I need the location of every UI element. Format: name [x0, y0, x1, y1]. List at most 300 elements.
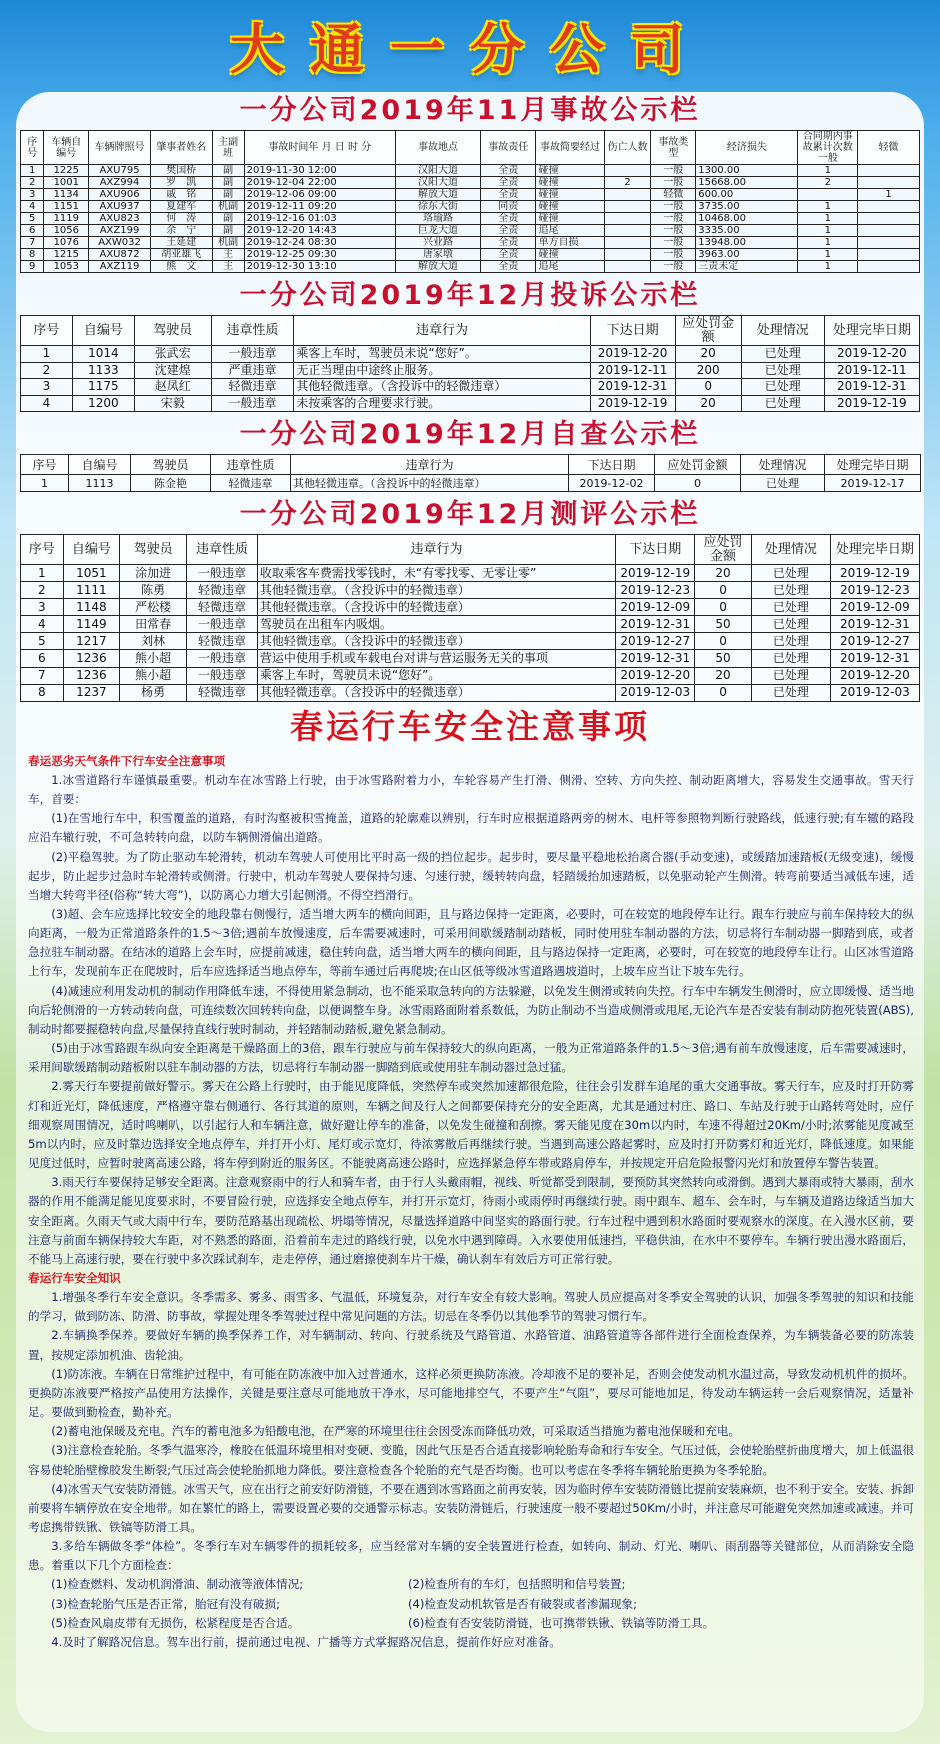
table-cell: [604, 201, 651, 213]
table-cell: 2019-12-20: [824, 346, 919, 363]
table-cell: 副: [212, 189, 244, 201]
table-cell: 何 涛: [150, 213, 212, 225]
table-cell: 副: [212, 213, 244, 225]
complaint-table: [20, 315, 920, 412]
column-header: 自编号: [63, 535, 120, 565]
column-header: 下达日期: [590, 316, 675, 346]
table-cell: 1: [798, 225, 858, 237]
table-cell: 2: [21, 362, 73, 379]
paragraph: (4)减速应利用发动机的制动作用降低车速，不得使用紧急制动，也不能采取急转向的方法躲避，以免发生侧滑或转向失控。行车中车辆发生侧滑时，应立即缓慢、适当地向后轮侧滑的一方转动转向盘，可连续数次回转转向盘，以便调整车身。冰雪雨路面附着系数低，为防止制动不当造成侧滑或甩尾,无论汽车是否安装有制动防抱死装置(ABS),制动时都要握稳转向盘,尽量保持直线行驶时制动，并轻踏制动踏板,避免紧急制动。: [28, 983, 914, 1036]
table-cell: 已处理: [751, 599, 830, 616]
column-header: 处理完毕日期: [825, 455, 921, 475]
table-cell: 1215: [44, 249, 89, 261]
table-cell: AXW032: [89, 237, 151, 249]
column-header: 序号: [21, 131, 44, 165]
table-header: [21, 316, 920, 346]
table-cell: 0: [695, 582, 752, 599]
table-cell: 已处理: [751, 633, 830, 650]
column-header: 处理情况: [741, 316, 824, 346]
table-cell: [604, 249, 651, 261]
table-cell: 1111: [63, 582, 120, 599]
table-row: [21, 165, 920, 177]
table-cell: 3963.00: [696, 249, 798, 261]
column-header: 应处罚金额: [675, 316, 741, 346]
table-cell: 解放大道: [395, 261, 480, 273]
table-cell: 2: [21, 582, 64, 599]
table-cell: 3: [21, 379, 73, 396]
table-cell: 一般: [651, 249, 696, 261]
table-cell: 2019-12-06 09:00: [244, 189, 395, 201]
table-cell: 8: [21, 684, 64, 701]
table-cell: 1236: [63, 650, 120, 667]
selfcheck-table: [20, 454, 921, 492]
table-cell: 2019-12-23: [616, 582, 695, 599]
table-cell: 珞瑜路: [395, 213, 480, 225]
paragraph: (3)注意检查轮胎。冬季气温寒冷，橡胶在低温环境里相对变硬、变脆，因此气压是否合适直接影响轮胎寿命和行车安全。气压过低，会使轮胎壁折曲度增大，加上低温很容易使轮胎壁橡胶发生断裂;气压过高会使轮胎抓地力降低。要注意检查各个轮胎的充气是否均衡。也可以考虑在冬季将车辆轮胎更换为冬季轮胎。: [28, 1443, 914, 1477]
table-cell: AXU906: [89, 189, 151, 201]
table-cell: 2019-12-31: [830, 650, 919, 667]
table-cell: 其他轻微违章。（含投诉中的轻微违章）: [257, 633, 615, 650]
table-cell: 余 宁: [150, 225, 212, 237]
table-cell: 7: [21, 667, 64, 684]
table-cell: 追尾: [536, 225, 604, 237]
column-header: 应处罚金额: [695, 535, 752, 565]
table-cell: [798, 189, 858, 201]
table-cell: 2019-12-23: [830, 582, 919, 599]
table-cell: 主: [212, 261, 244, 273]
table-cell: 15668.00: [696, 177, 798, 189]
table-cell: 1113: [69, 475, 131, 492]
table-cell: 9: [21, 261, 44, 273]
table-cell: 1: [798, 249, 858, 261]
table-cell: 全责: [481, 249, 536, 261]
table-cell: AXU795: [89, 165, 151, 177]
table-cell: 1: [21, 475, 69, 492]
table-cell: 20: [695, 565, 752, 582]
table-cell: 全责: [481, 237, 536, 249]
table-cell: [604, 225, 651, 237]
column-header: 合同期内事故累计次数 一般: [798, 131, 858, 165]
column-header: 伤亡人数: [604, 131, 651, 165]
table-cell: 涂加进: [120, 565, 187, 582]
table-cell: 1: [798, 201, 858, 213]
table-cell: 2019-12-31: [616, 616, 695, 633]
table-cell: 杨勇: [120, 684, 187, 701]
column-header: 违章性质: [211, 455, 291, 475]
table-cell: 三责未定: [696, 261, 798, 273]
paragraph: (1)防冻液。车辆在日常维护过程中，有可能在防冻液中加入过普通水，这样必须更换防冻液。冷却液不足的要补足，否则会使发动机水温过高，导致发动机机件的损坏。更换防冻液要严格按产品使用方法操作，关键是要注意尽可能地放干净水，尽可能地排空气，不要产生“气阻”，要尽可能地加足，待发动车辆运转一会后观察情况，适量补足。要做到勤检查，勤补充。: [28, 1366, 914, 1420]
table-row: [21, 599, 920, 616]
table-cell: 0: [695, 599, 752, 616]
table-row: [21, 616, 920, 633]
table-cell: 张武宏: [134, 346, 211, 363]
table-cell: 2019-12-03: [616, 684, 695, 701]
table-row: [21, 475, 921, 492]
table-cell: [858, 177, 920, 189]
table-cell: 主: [212, 249, 244, 261]
content: [20, 8, 920, 1652]
table-cell: 轻微违章: [211, 379, 294, 396]
table-cell: 1149: [63, 616, 120, 633]
table-row: [21, 362, 920, 379]
table-cell: 已处理: [741, 379, 824, 396]
table-cell: 2: [21, 177, 44, 189]
table-cell: 全责: [481, 213, 536, 225]
bulletin-board: [8, 8, 932, 1736]
column-header: 肇事者姓名: [150, 131, 212, 165]
table-cell: 2019-12-25 09:30: [244, 249, 395, 261]
table-cell: 1: [21, 565, 64, 582]
column-header: 事故类型: [651, 131, 696, 165]
table-cell: 50: [695, 650, 752, 667]
table-cell: 1051: [63, 565, 120, 582]
table-cell: 汉阳大道: [395, 177, 480, 189]
main-title: 大通一分公司: [230, 18, 710, 81]
table-cell: 200: [675, 362, 741, 379]
table-cell: 2019-12-19: [590, 395, 675, 412]
table-cell: [858, 165, 920, 177]
paragraph: (5)由于冰雪路跟车纵向安全距离是干燥路面上的3倍，跟车行驶应与前车保持较大的纵向距离，一般为正常道路条件的1.5～3倍;遇有前车放慢速度，后车需要减速时，采用间歇缓踏制动踏板附以驻车制动器的方法，切忌将行车制动器一脚踏到底或使用驻车制动器过急过猛。: [28, 1041, 914, 1075]
table-cell: [858, 225, 920, 237]
table-cell: 巨龙大道: [395, 225, 480, 237]
table-cell: 已处理: [751, 667, 830, 684]
table-cell: 轻微违章: [187, 582, 258, 599]
table-cell: 1001: [44, 177, 89, 189]
table-cell: [858, 201, 920, 213]
check-item: (1)检查燃料、发动机润滑油、制动液等液体情况;: [51, 1577, 304, 1592]
table-cell: 机副: [212, 201, 244, 213]
column-header: 下达日期: [616, 535, 695, 565]
table-cell: 2: [798, 177, 858, 189]
table-cell: 2019-12-27: [830, 633, 919, 650]
column-header: 处理完毕日期: [824, 316, 919, 346]
table-cell: 1: [798, 165, 858, 177]
column-header: 违章行为: [257, 535, 615, 565]
paragraph: (2)蓄电池保暖及充电。汽车的蓄电池多为铅酸电池，在严寒的环境里往往会因受冻而降低功效，可采取适当措施为蓄电池保暖和充电。: [51, 1424, 741, 1439]
table-cell: 陈勇: [120, 582, 187, 599]
evaluation-table: [20, 534, 920, 702]
table-cell: 5: [21, 213, 44, 225]
table-cell: 沈建煌: [134, 362, 211, 379]
table-cell: 2019-12-20: [590, 346, 675, 363]
table-cell: 2019-12-31: [830, 616, 919, 633]
table-cell: 2019-12-09: [616, 599, 695, 616]
table-cell: 1148: [63, 599, 120, 616]
table-cell: 2019-12-16 01:03: [244, 213, 395, 225]
column-header: 自编号: [72, 316, 134, 346]
safety-subtitle-1: 春运恶劣天气条件下行车安全注意事项: [28, 753, 226, 768]
column-header: 处理情况: [751, 535, 830, 565]
table-cell: 单方自损: [536, 237, 604, 249]
column-header: 违章行为: [294, 316, 590, 346]
table-cell: 唐家墩: [395, 249, 480, 261]
table-cell: 1056: [44, 225, 89, 237]
table-cell: 一般违章: [187, 565, 258, 582]
table-cell: 20: [675, 346, 741, 363]
table-row: [21, 379, 920, 396]
table-cell: 2: [604, 177, 651, 189]
table-cell: 已处理: [741, 395, 824, 412]
table-cell: 其他轻微违章。（含投诉中的轻微违章）: [257, 684, 615, 701]
table-cell: 罗 凯: [150, 177, 212, 189]
column-header: 经济损失: [696, 131, 798, 165]
paragraph: 1.增强冬季行车安全意识。冬季需多、雾多、雨雪多、气温低，环境复杂，对行车安全有较大影响。驾驶人员应提高对冬季安全驾驶的认识，加强冬季驾驶的知识和技能的学习，做到防冻、防滑、防事故，掌握处理冬季驾驶过程中常见问题的方法。切忌在冬季仍以其他季节的驾驶习惯行车。: [28, 1290, 914, 1324]
table-cell: 13948.00: [696, 237, 798, 249]
table-cell: 全责: [481, 165, 536, 177]
table-cell: 1: [798, 213, 858, 225]
accident-title: 一分公司2019年11月事故公示栏: [239, 95, 701, 126]
complaint-title: 一分公司2019年12月投诉公示栏: [239, 280, 701, 311]
table-cell: 20: [695, 667, 752, 684]
table-header: [21, 535, 920, 565]
last-paragraph: 4.及时了解路况信息。驾车出行前，提前通过电视、广播等方式掌握路况信息，提前作好应对准备。: [51, 1634, 561, 1649]
table-cell: 驾驶员在出租车内吸烟。: [257, 616, 615, 633]
table-cell: 一般违章: [187, 650, 258, 667]
table-cell: 1014: [72, 346, 134, 363]
table-cell: 田常春: [120, 616, 187, 633]
evaluation-title: 一分公司2019年12月测评公示栏: [239, 499, 701, 530]
table-header: [21, 455, 921, 475]
paragraph: (2)平稳驾驶。为了防止驱动车轮滑转，机动车驾驶人可使用比平时高一级的挡位起步。起步时，要尽量平稳地松抬离合器(手动变速)，或缓踏加速踏板(无级变速)，缓慢起步，防止起步过急时车轮滑转或侧滑。行驶中，机动车驾驶人要保持匀速、匀速行驶，缓转转向盘，轻踏缓抬加速踏板，以免驱动轮产生侧滑。转弯前要适当减低车速，适当增大转弯半径(俗称“转大弯”)，以防离心力增大引起侧滑。不得空挡滑行。: [28, 849, 914, 902]
column-header: 主副班: [212, 131, 244, 165]
table-cell: 1225: [44, 165, 89, 177]
table-cell: 3735.00: [696, 201, 798, 213]
table-row: [21, 684, 920, 701]
table-cell: 一般: [651, 225, 696, 237]
paragraph: 3.雨天行车要保持足够安全距离。注意观察雨中的行人和骑车者，由于行人头戴雨帽，视线、听觉都受到限制，要预防其突然转向或滑倒。遇到大暴雨或特大暴雨，刮水器的作用不能满足能见度要求时，不要冒险行驶，应选择安全地点停车，并打开示宽灯，待雨小或雨停时再继续行驶。雨中跟车、超车、会车时，与车辆及道路边缘适当加大安全距离。久雨天气或大雨中行车，要防范路基出现疏松、坍塌等情况，尽量选择道路中间坚实的路面行驶。行车过程中遇到积水路面时要观察水的深度。在入漫水区前，要注意与前面车辆保持较大车距，对不熟悉的路面，沿着前车走过的路线行驶，以免水中遇到障碍。入水要使用低速挡，平稳供油，在水中不要停车。车辆行驶出漫水路面后，不能马上高速行驶，要在行驶中多次踩试刹车，走走停停，通过磨擦使刹车片干燥，确认刹车有效后方可正常行驶。: [28, 1175, 914, 1266]
table-cell: 2019-12-11: [590, 362, 675, 379]
table-cell: 熊小超: [120, 667, 187, 684]
table-cell: 胡亚雄飞: [150, 249, 212, 261]
table-cell: 乘客上车时，驾驶员未说“您好”。: [257, 667, 615, 684]
table-cell: 赵凤红: [134, 379, 211, 396]
table-row: [21, 565, 920, 582]
table-cell: 碰撞: [536, 213, 604, 225]
table-cell: 2019-12-24 08:30: [244, 237, 395, 249]
table-cell: 严重违章: [211, 362, 294, 379]
table-cell: 2019-12-03: [830, 684, 919, 701]
table-cell: 2019-12-19: [824, 395, 919, 412]
table-cell: 1133: [72, 362, 134, 379]
table-cell: 追尾: [536, 261, 604, 273]
table-cell: 副: [212, 165, 244, 177]
check-item: (2)检查所有的车灯，包括照明和信号装置;: [408, 1577, 626, 1592]
table-cell: AXZ119: [89, 261, 151, 273]
table-cell: 碰撞: [536, 249, 604, 261]
check-item: (4)检查发动机软管是否有破裂或者渗漏现象;: [408, 1596, 638, 1611]
table-cell: 宋毅: [134, 395, 211, 412]
table-cell: 徐东大街: [395, 201, 480, 213]
table-cell: 1: [798, 261, 858, 273]
table-cell: 一般: [651, 213, 696, 225]
table-header: [21, 131, 920, 165]
paragraph: 2.车辆换季保养。要做好车辆的换季保养工作，对车辆制动、转向、行驶系统及气路管道、水路管道、油路管道等各部件进行全面检查保养，为车辆装备必要的防冻装置，按规定添加机油、齿轮油。: [28, 1328, 914, 1362]
table-cell: 1134: [44, 189, 89, 201]
table-cell: 2019-12-09: [830, 599, 919, 616]
table-cell: 一般: [651, 165, 696, 177]
table-cell: 已处理: [741, 346, 824, 363]
paragraph: 3.多给车辆做冬季“体检”。冬季行车对车辆零件的损耗较多，应当经常对车辆的安全装置进行检查，如转向、制动、灯光、喇叭、雨刮器等关键部位，从而消除安全隐患。着重以下几个方面检查：: [28, 1539, 914, 1573]
table-cell: 2019-12-02: [569, 475, 655, 492]
table-cell: [604, 237, 651, 249]
table-cell: 2019-12-17: [825, 475, 921, 492]
table-row: [21, 261, 920, 273]
column-header: 处理情况: [741, 455, 825, 475]
table-cell: 2019-12-31: [616, 650, 695, 667]
table-cell: 已处理: [741, 362, 824, 379]
table-cell: 王延建: [150, 237, 212, 249]
table-cell: 熊小超: [120, 650, 187, 667]
table-cell: AXZ994: [89, 177, 151, 189]
table-cell: 0: [695, 633, 752, 650]
column-header: 自编号: [69, 455, 131, 475]
table-cell: 1119: [44, 213, 89, 225]
table-cell: 10468.00: [696, 213, 798, 225]
table-cell: 3: [21, 599, 64, 616]
table-cell: 2019-12-19: [830, 565, 919, 582]
column-header: 违章行为: [291, 455, 569, 475]
table-cell: 熊 文: [150, 261, 212, 273]
column-header: 驾驶员: [134, 316, 211, 346]
table-cell: 1: [21, 165, 44, 177]
table-cell: 6: [21, 225, 44, 237]
table-cell: 一般违章: [187, 616, 258, 633]
check-item: (3)检查轮胎气压是否正常，胎冠有没有破损;: [51, 1596, 281, 1611]
table-cell: 已处理: [751, 565, 830, 582]
table-cell: 5: [21, 633, 64, 650]
table-cell: 2019-12-20 14:43: [244, 225, 395, 237]
table-cell: 2019-12-20: [616, 667, 695, 684]
table-cell: 一般违章: [211, 395, 294, 412]
column-header: 事故责任: [481, 131, 536, 165]
table-cell: 碰撞: [536, 189, 604, 201]
selfcheck-title: 一分公司2019年12月自查公示栏: [239, 419, 701, 450]
table-cell: 全责: [481, 189, 536, 201]
table-cell: 未按乘客的合理要求行驶。: [294, 395, 590, 412]
column-header: 序号: [21, 316, 73, 346]
table-row: [21, 213, 920, 225]
table-cell: 其他轻微违章。（含投诉中的轻微违章）: [257, 582, 615, 599]
table-cell: 严松楼: [120, 599, 187, 616]
table-cell: 2019-12-20: [830, 667, 919, 684]
table-cell: 夏建军: [150, 201, 212, 213]
table-cell: 1: [798, 237, 858, 249]
table-cell: [858, 249, 920, 261]
paragraph: (1)在雪地行车中，积雪覆盖的道路，有时沟壑被积雪掩盖，道路的轮廓难以辨别，行车时应根据道路两旁的树木、电杆等参照物判断行驶路线，低速行驶;有车辙的路段应沿车辙行驶，不可急转转向盘，以防车辆侧滑偏出道路。: [28, 811, 914, 845]
column-header: 事故简要经过: [536, 131, 604, 165]
table-cell: 1300.00: [696, 165, 798, 177]
table-cell: 碰撞: [536, 165, 604, 177]
table-cell: 0: [695, 684, 752, 701]
table-cell: 同责: [481, 201, 536, 213]
column-header: 驾驶员: [120, 535, 187, 565]
table-cell: 2019-12-31: [824, 379, 919, 396]
safety-notes: [20, 752, 920, 1652]
table-cell: [604, 189, 651, 201]
table-cell: 1076: [44, 237, 89, 249]
column-header: 车辆牌照号: [89, 131, 151, 165]
table-cell: 已处理: [751, 616, 830, 633]
table-cell: 全责: [481, 225, 536, 237]
table-cell: 一般: [651, 201, 696, 213]
table-cell: 一般违章: [211, 346, 294, 363]
table-cell: 已处理: [751, 684, 830, 701]
column-header: 违章性质: [187, 535, 258, 565]
table-cell: 2019-12-11 09:20: [244, 201, 395, 213]
paragraph: (3)超、会车应选择比较安全的地段靠右侧慢行，适当增大两车的横向间距，且与路边保持一定距离，必要时，可在较宽的地段停车让行。跟车行驶应与前车保持较大的纵向距离，一般为正常道路条件的1.5～3倍;遇前车放慢速度，后车需要减速时，可采用间歇缓踏制动踏板，同时使用驻车制动器的方法，切忌将行车制动器一脚踏到底，或者急拉驻车制动器。在结冰的道路上会车时，应提前减速，稳住转向盘，适当增大两车的横向间距，且与路边保持一定距离，必要时，可在较宽的地段停车让行。山区冰雪道路上行车，发现前车正在爬坡时，后车应选择适当地点停车，等前车通过后再爬坡;在山区低等级冰雪道路遇坡道时，上坡车应当让下坡车先行。: [28, 907, 914, 979]
table-row: [21, 346, 920, 363]
table-row: [21, 667, 920, 684]
table-cell: 轻微违章: [187, 684, 258, 701]
table-cell: AXU823: [89, 213, 151, 225]
table-cell: [858, 261, 920, 273]
table-cell: AXU937: [89, 201, 151, 213]
table-cell: 收取乘客车费需找零钱时，未“有零找零、无零让零”: [257, 565, 615, 582]
table-cell: 0: [655, 475, 741, 492]
table-cell: [604, 261, 651, 273]
table-row: [21, 633, 920, 650]
table-cell: 刘林: [120, 633, 187, 650]
table-cell: 2019-11-30 12:00: [244, 165, 395, 177]
table-cell: 碰撞: [536, 201, 604, 213]
table-cell: 1236: [63, 667, 120, 684]
table-cell: 解放大道: [395, 189, 480, 201]
table-row: [21, 177, 920, 189]
table-cell: 4: [21, 395, 73, 412]
table-cell: 一般: [651, 237, 696, 249]
paragraph: 2.雾天行车要提前做好警示。雾天在公路上行驶时，由于能见度降低，突然停车或突然加速都很危险，往往会引发群车追尾的重大交通事故。雾天行车，应及时打开防雾灯和近光灯，降低速度，严格遵守靠右侧通行、各行其道的原则，车辆之间及行人之间都要保持充分的安全距离，尤其是通过村庄、路口、车站及行驶于山路转弯处时，应仔细观察周围情况，适时鸣喇叭，以引起行人和车辆注意，做好避让停车的准备，以免发生碰撞和刮擦。雾天能见度在30m以内时，车速不得超过20Km/小时;浓雾能见度减至5m以内时，应及时靠边选择安全地点停车，并打开小灯、尾灯或示宽灯，待浓雾散后再继续行驶。当遇到高速公路起雾时，应及时打开防雾灯和近光灯，降低速度。如果能见度过低时，应暂时驶离高速公路，将车停到附近的服务区。不能驶离高速公路时，应选择紧急停车带或路肩停车，并按规定开启危险报警闪光灯和放置停车警告装置。: [28, 1079, 914, 1171]
column-header: 事故时间年 月 日 时 分: [244, 131, 395, 165]
table-row: [21, 201, 920, 213]
table-cell: 6: [21, 650, 64, 667]
table-cell: 1151: [44, 201, 89, 213]
table-cell: 机副: [212, 237, 244, 249]
column-header: 序号: [21, 455, 69, 475]
table-cell: 全责: [481, 261, 536, 273]
table-cell: [604, 165, 651, 177]
table-cell: 4: [21, 201, 44, 213]
table-cell: 其他轻微违章。（含投诉中的轻微违章）: [257, 599, 615, 616]
table-cell: 轻微: [651, 189, 696, 201]
table-cell: 已处理: [751, 650, 830, 667]
table-cell: 营运中使用手机或车载电台对讲与营运服务无关的事项: [257, 650, 615, 667]
table-cell: [858, 213, 920, 225]
table-cell: 3335.00: [696, 225, 798, 237]
table-cell: 轻微违章: [211, 475, 291, 492]
table-row: [21, 237, 920, 249]
check-item: (6)检查有否安装防滑链，也可携带铁锹、铁镐等防滑工具。: [408, 1615, 715, 1630]
table-row: [21, 582, 920, 599]
table-cell: 乘客上车时，驾驶员未说“您好”。: [294, 346, 590, 363]
table-cell: 20: [675, 395, 741, 412]
paragraph: 1.冰雪道路行车谨慎最重要。机动车在冰雪路上行驶，由于冰雪路附着力小，车轮容易产生打滑、侧滑、空转、方向失控、制动距离增大，容易发生交通事故。雪天行车，首要：: [28, 772, 914, 807]
table-cell: 汉阳大道: [395, 165, 480, 177]
table-row: [21, 395, 920, 412]
table-cell: 1053: [44, 261, 89, 273]
table-cell: 600.00: [696, 189, 798, 201]
table-cell: 无正当理由中途终止服务。: [294, 362, 590, 379]
table-cell: 兴业路: [395, 237, 480, 249]
column-header: 处理完毕日期: [830, 535, 919, 565]
column-header: 车辆自编号: [44, 131, 89, 165]
table-row: [21, 189, 920, 201]
column-header: 驾驶员: [131, 455, 211, 475]
table-cell: 2019-12-11: [824, 362, 919, 379]
table-cell: 3: [21, 189, 44, 201]
table-cell: 2019-12-19: [616, 565, 695, 582]
check-list: [28, 1575, 914, 1632]
accident-table: [20, 130, 920, 273]
